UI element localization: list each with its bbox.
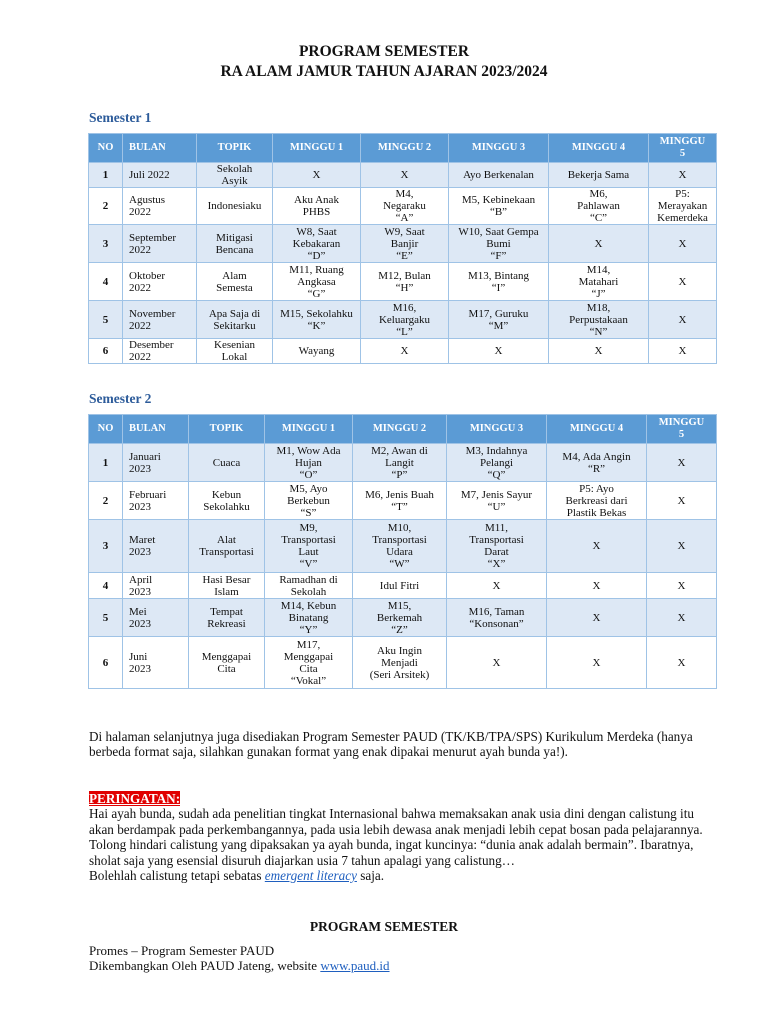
table-row [89,339,717,364]
table-row [89,188,717,225]
column-header-no: NO [89,134,123,163]
cell-minggu-3: Ayo Berkenalan [449,163,549,188]
cell-minggu-1: M17, Menggapai Cita “Vokal” [265,637,353,689]
column-header-minggu-2: MINGGU 2 [353,415,447,444]
table-row [89,163,717,188]
cell-topik: Indonesiaku [197,188,273,225]
cell-minggu-1: M9, Transportasi Laut “V” [265,520,353,573]
column-header-minggu-1: MINGGU 1 [265,415,353,444]
cell-no: 5 [89,301,123,339]
cell-minggu-3: M7, Jenis Sayur “U” [447,482,547,520]
cell-minggu-3: M11, Transportasi Darat “X” [447,520,547,573]
column-header-minggu-5: MINGGU 5 [649,134,717,163]
cell-bulan: Desember 2022 [123,339,197,364]
cell-minggu-4: M18, Perpustakaan “N” [549,301,649,339]
cell-bulan: Februari 2023 [123,482,189,520]
cell-minggu-2: M15, Berkemah “Z” [353,599,447,637]
cell-minggu-5: X [647,520,717,573]
cell-minggu-3: M5, Kebinekaan “B” [449,188,549,225]
cell-no: 6 [89,339,123,364]
cell-minggu-1: Ramadhan di Sekolah [265,573,353,599]
cell-no: 1 [89,444,123,482]
cell-minggu-2: Aku Ingin Menjadi (Seri Arsitek) [353,637,447,689]
cell-minggu-5: X [649,339,717,364]
semester1-table [88,133,717,364]
cell-topik: Hasi Besar Islam [189,573,265,599]
cell-minggu-2: M10, Transportasi Udara “W” [353,520,447,573]
column-header-minggu-3: MINGGU 3 [449,134,549,163]
column-header-topik: TOPIK [189,415,265,444]
cell-bulan: Maret 2023 [123,520,189,573]
semester2-heading: Semester 2 [89,391,152,406]
cell-topik: Kesenian Lokal [197,339,273,364]
cell-minggu-5: X [649,263,717,301]
cell-minggu-3: X [449,339,549,364]
cell-no: 5 [89,599,123,637]
cell-bulan: April 2023 [123,573,189,599]
cell-minggu-1: M15, Sekolahku “K” [273,301,361,339]
table-header-row [89,134,717,163]
cell-bulan: Agustus 2022 [123,188,197,225]
cell-minggu-4: X [549,225,649,263]
cell-no: 4 [89,573,123,599]
cell-minggu-2: M4, Negaraku “A” [361,188,449,225]
cell-minggu-5: X [647,637,717,689]
cell-minggu-2: M16, Keluargaku “L” [361,301,449,339]
column-header-minggu-1: MINGGU 1 [273,134,361,163]
cell-topik: Alam Semesta [197,263,273,301]
cell-minggu-3: M17, Guruku “M” [449,301,549,339]
column-header-no: NO [89,415,123,444]
semester1-heading: Semester 1 [89,110,152,125]
cell-minggu-4: X [547,520,647,573]
cell-minggu-1: M5, Ayo Berkebun “S” [265,482,353,520]
cell-no: 3 [89,225,123,263]
cell-minggu-5: X [647,573,717,599]
footer-line2-prefix: Dikembangkan Oleh PAUD Jateng, website [89,958,321,973]
cell-minggu-2: W9, Saat Banjir “E” [361,225,449,263]
cell-minggu-4: P5: Ayo Berkreasi dari Plastik Bekas [547,482,647,520]
table-row [89,263,717,301]
column-header-minggu-5: MINGGU 5 [647,415,717,444]
table-row [89,599,717,637]
cell-minggu-4: M14, Matahari “J” [549,263,649,301]
cell-minggu-2: X [361,163,449,188]
cell-minggu-4: M6, Pahlawan “C” [549,188,649,225]
table-row [89,301,717,339]
cell-minggu-1: Wayang [273,339,361,364]
cell-no: 1 [89,163,123,188]
warning-body: Hai ayah bunda, sudah ada penelitian tingkat Internasional bahwa memaksakan anak usia dini dengan calistung itu akan berdampak pada perkembangannya, pada usia lebih dewasa anak menjadi lebih cepat bosan pada pelajarannya. Tolong hindari calistung yang dipaksakan ya ayah bunda, ingat kuncinya: “dunia anak adalah bermain”. Ibaratnya, sholat saja yang esensial disuruh diajarkan usia 7 tahun apalagi yang calistung… [89,806,703,868]
table-row [89,520,717,573]
cell-minggu-4: X [549,339,649,364]
info-paragraph: Di halaman selanjutnya juga disediakan Program Semester PAUD (TK/KB/TPA/SPS) Kurikulum Merdeka (hanya berbeda format saja, silahkan gunakan format yang enak dipakai menurut ayah bunda ya!). [89,729,693,760]
cell-minggu-2: M2, Awan di Langit “P” [353,444,447,482]
table-row [89,637,717,689]
cell-minggu-5: X [647,444,717,482]
cell-bulan: Oktober 2022 [123,263,197,301]
cell-minggu-5: X [649,301,717,339]
cell-minggu-5: X [647,599,717,637]
cell-minggu-4: X [547,637,647,689]
cell-minggu-3: X [447,573,547,599]
cell-minggu-5: X [649,163,717,188]
table-row [89,482,717,520]
cell-minggu-3: W10, Saat Gempa Bumi “F” [449,225,549,263]
cell-bulan: September 2022 [123,225,197,263]
cell-no: 2 [89,482,123,520]
website-link[interactable]: www.paud.id [320,958,390,973]
footer-line2 [89,958,390,974]
column-header-minggu-4: MINGGU 4 [549,134,649,163]
cell-topik: Alat Transportasi [189,520,265,573]
cell-minggu-2: M6, Jenis Buah “T” [353,482,447,520]
semester2-table [88,414,717,689]
cell-bulan: Juli 2022 [123,163,197,188]
cell-bulan: November 2022 [123,301,197,339]
cell-minggu-2: M12, Bulan “H” [361,263,449,301]
cell-minggu-4: Bekerja Sama [549,163,649,188]
footer-title: PROGRAM SEMESTER [309,919,459,934]
cell-no: 2 [89,188,123,225]
cell-minggu-1: X [273,163,361,188]
table-row [89,444,717,482]
cell-minggu-3: M13, Bintang “I” [449,263,549,301]
cell-topik: Menggapai Cita [189,637,265,689]
cell-bulan: Juni 2023 [123,637,189,689]
column-header-minggu-2: MINGGU 2 [361,134,449,163]
cell-minggu-4: M4, Ada Angin “R” [547,444,647,482]
cell-minggu-1: M1, Wow Ada Hujan “O” [265,444,353,482]
cell-topik: Kebun Sekolahku [189,482,265,520]
cell-topik: Sekolah Asyik [197,163,273,188]
cell-minggu-1: M14, Kebun Binatang “Y” [265,599,353,637]
cell-minggu-2: Idul Fitri [353,573,447,599]
column-header-topik: TOPIK [197,134,273,163]
cell-minggu-4: X [547,599,647,637]
cell-topik: Cuaca [189,444,265,482]
cell-minggu-5: X [649,225,717,263]
document-title-line1: PROGRAM SEMESTER [298,43,470,60]
emergent-literacy-link[interactable]: emergent literacy [264,868,357,884]
cell-no: 6 [89,637,123,689]
column-header-minggu-4: MINGGU 4 [547,415,647,444]
cell-topik: Apa Saja di Sekitarku [197,301,273,339]
cell-minggu-5: X [647,482,717,520]
cell-topik: Mitigasi Bencana [197,225,273,263]
table-row [89,225,717,263]
cell-topik: Tempat Rekreasi [189,599,265,637]
column-header-bulan: BULAN [123,415,189,444]
cell-minggu-1: M11, Ruang Angkasa “G” [273,263,361,301]
table-row [89,573,717,599]
cell-no: 3 [89,520,123,573]
cell-no: 4 [89,263,123,301]
cell-minggu-1: W8, Saat Kebakaran “D” [273,225,361,263]
cell-bulan: Januari 2023 [123,444,189,482]
cell-minggu-1: Aku Anak PHBS [273,188,361,225]
warning-closing-suffix: saja. [356,868,385,884]
warning-label: PERINGATAN: [89,791,181,806]
cell-minggu-5: P5: Merayakan Kemerdeka [649,188,717,225]
cell-minggu-3: X [447,637,547,689]
cell-minggu-2: X [361,339,449,364]
cell-minggu-4: X [547,573,647,599]
cell-minggu-3: M3, Indahnya Pelangi “Q” [447,444,547,482]
footer-line1: Promes – Program Semester PAUD [89,943,275,958]
column-header-bulan: BULAN [123,134,197,163]
cell-bulan: Mei 2023 [123,599,189,637]
warning-block [89,791,719,883]
cell-minggu-3: M16, Taman “Konsonan” [447,599,547,637]
document-title-line2: RA ALAM JAMUR TAHUN AJARAN 2023/2024 [220,63,548,80]
table-header-row [89,415,717,444]
column-header-minggu-3: MINGGU 3 [447,415,547,444]
warning-closing-prefix: Bolehlah calistung tetapi sebatas [89,868,265,884]
